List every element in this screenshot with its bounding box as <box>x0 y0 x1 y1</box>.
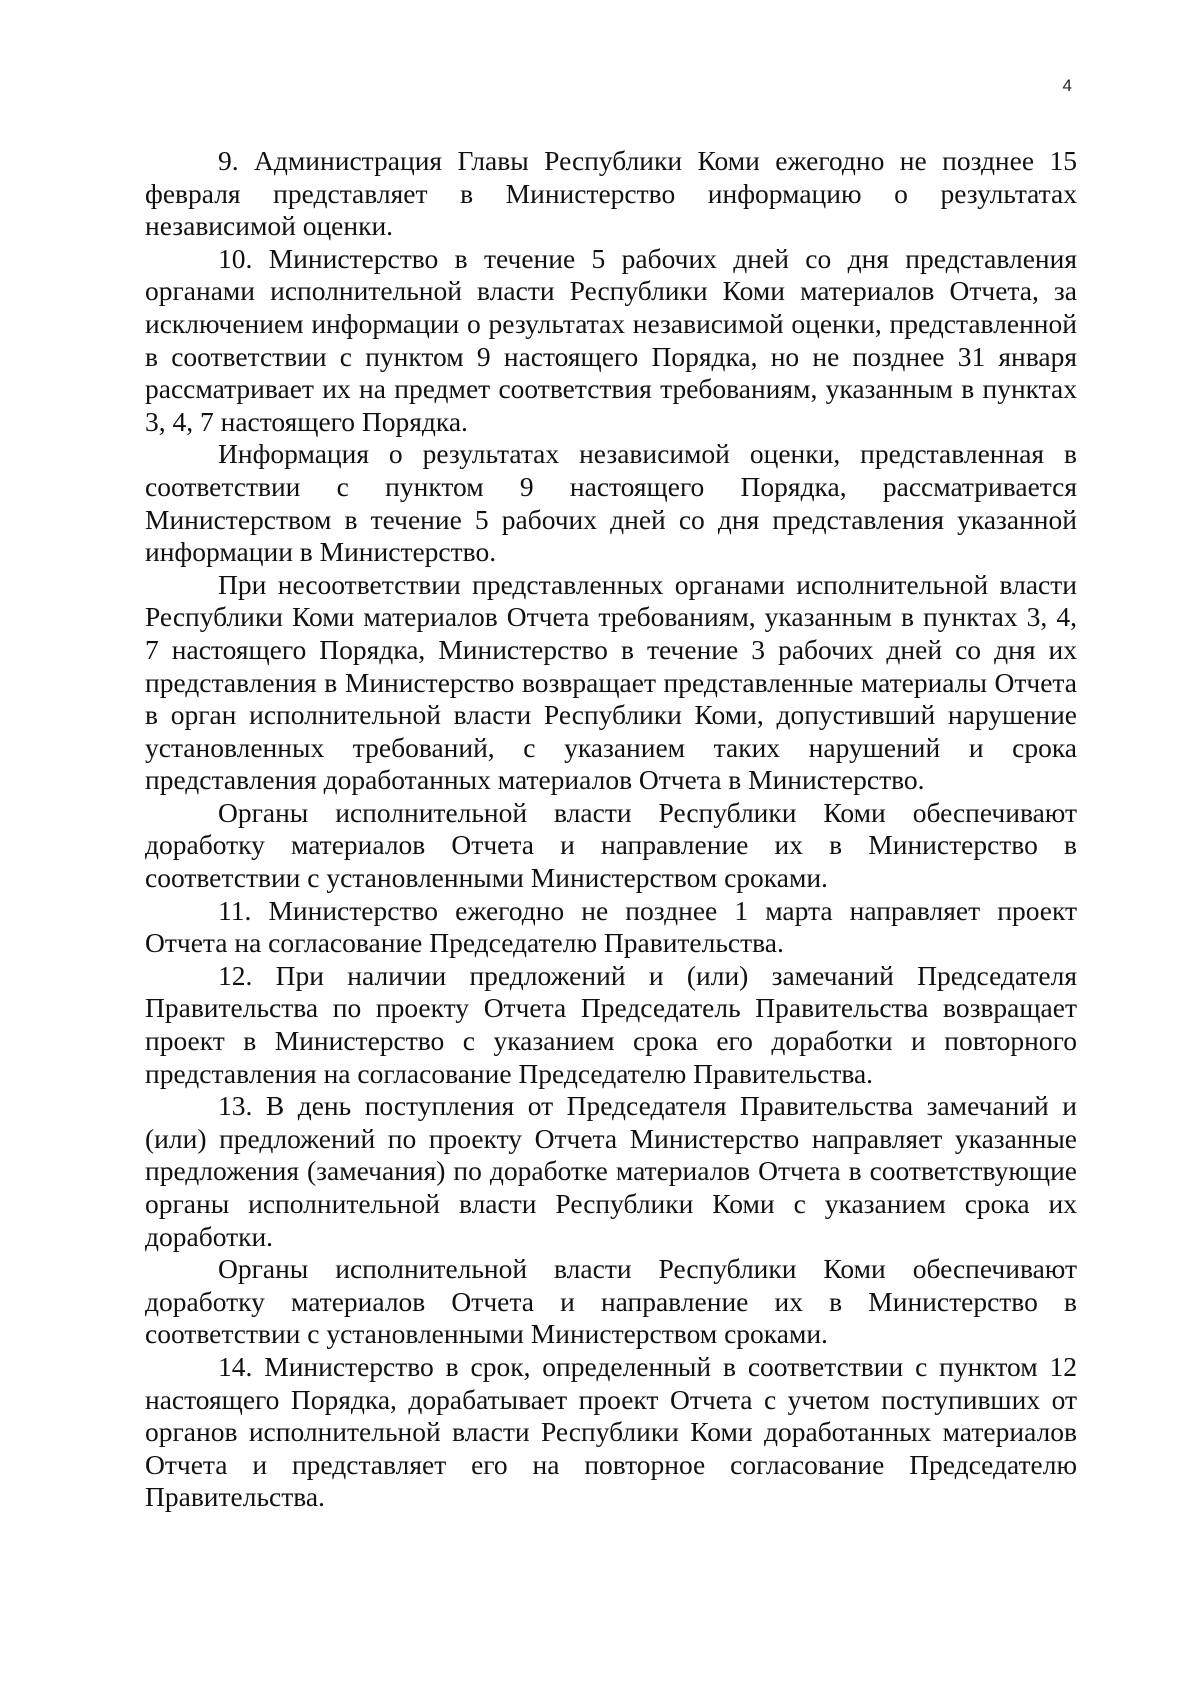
paragraph-10-revision: Органы исполнительной власти Республики Коми обеспечивают доработку материалов Отчета и направление их в Министерство в соответствии с установленными Министерством сроками. <box>145 796 1077 894</box>
paragraph-10-noncompliance: При несоответствии представленных органами исполнительной власти Республики Коми материалов Отчета требованиям, указанным в пунктах 3, 4, 7 настоящего Порядка, Министерство в течение 3 рабочих дней со дня их представления в Министерство возвращает представленные материалы Отчета в орган исполнительной власти Республики Коми, допустивший нарушение установленных требований, с указанием таких нарушений и срока представления доработанных материалов Отчета в Министерство. <box>145 568 1077 796</box>
page-number: 4 <box>1062 76 1072 95</box>
paragraph-9: 9. Администрация Главы Республики Коми ежегодно не позднее 15 февраля представляет в Министерство информацию о результатах независимой оценки. <box>145 145 1077 242</box>
paragraph-14: 14. Министерство в срок, определенный в соответствии с пунктом 12 настоящего Порядка, дорабатывает проект Отчета с учетом поступивших от органов исполнительной власти Республики Коми доработанных материалов Отчета и представляет его на повторное согласование Председателю Правительства. <box>145 1350 1077 1513</box>
paragraph-10-independent-assessment: Информация о результатах независимой оценки, представленная в соответствии с пунктом 9 настоящего Порядка, рассматривается Министерством в течение 5 рабочих дней со дня представления указанной информации в Министерство. <box>145 438 1077 568</box>
paragraph-13-revision: Органы исполнительной власти Республики Коми обеспечивают доработку материалов Отчета и направление их в Министерство в соответствии с установленными Министерством сроками. <box>145 1253 1077 1350</box>
paragraph-13: 13. В день поступления от Председателя Правительства замечаний и (или) предложений по проекту Отчета Министерство направляет указанные предложения (замечания) по доработке материалов Отчета в соответствующие органы исполнительной власти Республики Коми с указанием срока их доработки. <box>145 1090 1077 1252</box>
paragraph-10: 10. Министерство в течение 5 рабочих дней со дня представления органами исполнительной власти Республики Коми материалов Отчета, за исключением информации о результатах независимой оценки, представленной в соответствии с пунктом 9 настоящего Порядка, но не позднее 31 января рассматривает их на предмет соответствия требованиям, указанным в пунктах 3, 4, 7 настоящего Порядка. <box>145 242 1077 437</box>
paragraph-12: 12. При наличии предложений и (или) замечаний Председателя Правительства по проекту Отчета Председатель Правительства возвращает проект в Министерство с указанием срока его доработки и повторного представления на согласование Председателю Правительства. <box>145 959 1077 1089</box>
document-body <box>145 145 1077 1514</box>
paragraph-11: 11. Министерство ежегодно не позднее 1 марта направляет проект Отчета на согласование Председателю Правительства. <box>145 894 1077 959</box>
